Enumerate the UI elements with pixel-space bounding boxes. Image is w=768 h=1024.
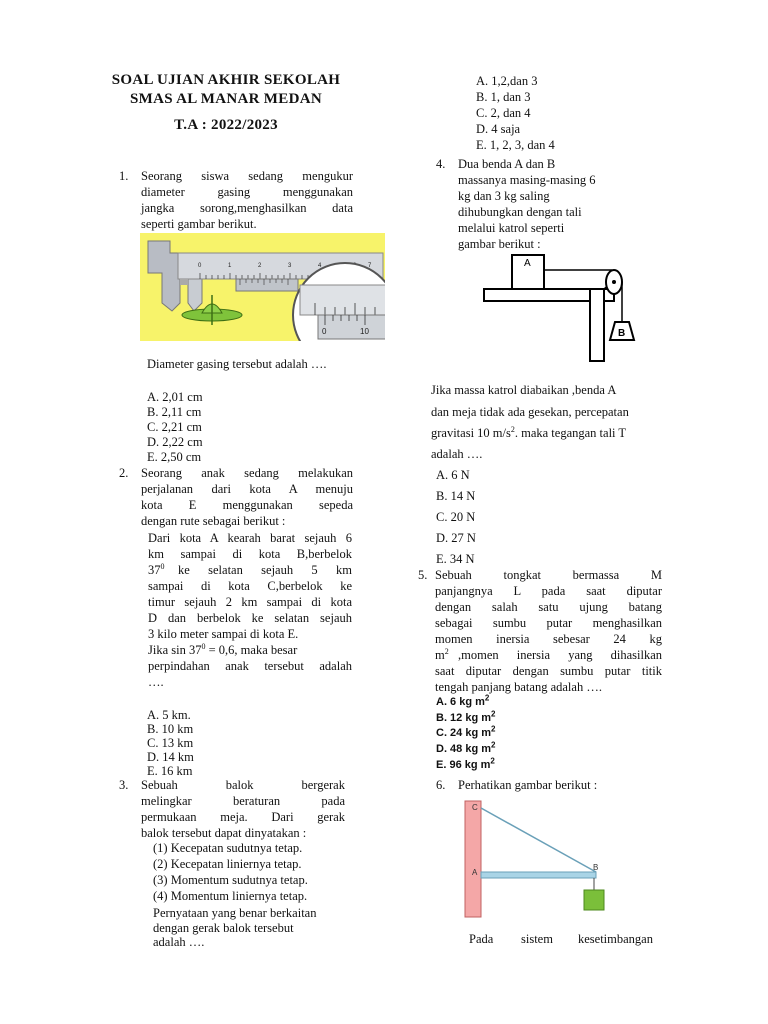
scale-tick-label: 3 <box>288 263 292 269</box>
question-text-line: Dua benda A dan B <box>458 157 556 171</box>
option-text: B. 12 kg m <box>436 712 492 724</box>
question-number: 3. <box>119 778 129 792</box>
question-text-line: jangka sorong,menghasilkan data <box>141 201 353 215</box>
question-body-line: Dari kota A kearah barat sejauh 6 <box>148 531 352 545</box>
unit-m: m <box>435 648 445 662</box>
question-text-line: dihubungkan dengan tali <box>458 205 582 219</box>
statement-item: (4) Momentum liniernya tetap. <box>153 889 308 903</box>
question-text-line: tengah panjang batang adalah …. <box>435 680 602 694</box>
question-tail-word: sistem <box>521 932 553 946</box>
question-body-line: ke selatan sejauh 5 km <box>178 563 352 577</box>
option-text: C. 24 kg m <box>436 727 492 739</box>
answer-option[interactable]: B. 1, dan 3 <box>476 90 531 104</box>
question-text-line: dengan salah satu ujung batang <box>435 600 662 614</box>
sin-angle: 37 <box>188 643 202 657</box>
option-text: D. 48 kg m <box>436 743 492 755</box>
gravity-text: gravitasi 10 m/s <box>431 426 511 440</box>
question-body-line: …. <box>148 675 164 689</box>
block-a-label: A <box>524 258 531 269</box>
angle-value: 37 <box>148 563 161 577</box>
answer-option[interactable]: B. 10 km <box>147 722 194 736</box>
scale-tick-label: 2 <box>258 263 262 269</box>
question-number: 2. <box>119 466 129 480</box>
question-text-line: kg dan 3 kg saling <box>458 189 550 203</box>
answer-option[interactable]: E. 34 N <box>436 552 475 566</box>
statement-item: (3) Momentum sudutnya tetap. <box>153 873 308 887</box>
answer-option[interactable]: A. 1,2,dan 3 <box>476 74 538 88</box>
answer-option[interactable]: C. 2,21 cm <box>147 420 202 434</box>
block-b-label: B <box>618 328 626 339</box>
question-text-line: sebagai sumbu putar menghasilkan <box>435 616 662 630</box>
answer-option[interactable]: B. 12 kg $m^2$ <box>436 709 496 724</box>
question-body-line: sampai di kota C,berbelok ke <box>148 579 352 593</box>
equilibrium-diagram <box>462 798 610 920</box>
answer-option[interactable]: A. 6 N <box>436 468 470 482</box>
question-text-line: Sebuah tongkat bermassa M <box>435 568 662 582</box>
answer-option[interactable]: D. 27 N <box>436 531 476 545</box>
school-name: SMAS AL MANAR MEDAN <box>130 91 322 107</box>
point-b-label: B <box>593 863 599 872</box>
sin-tail: maka besar <box>240 643 298 657</box>
question-tail-word: kesetimbangan <box>578 932 653 946</box>
question-text-line: gambar berikut : <box>458 237 541 251</box>
answer-option[interactable]: A. 5 km. <box>147 708 191 722</box>
question-tail-line: dengan gerak balok tersebut <box>153 921 294 935</box>
question-text-line: massanya masing-masing 6 <box>458 173 596 187</box>
exam-title: SOAL UJIAN AKHIR SEKOLAH <box>111 72 341 88</box>
scale-tick-label: 7 <box>368 263 372 269</box>
question-text-line: adalah …. <box>431 447 483 461</box>
question-text-line: seperti gambar berikut. <box>141 217 257 231</box>
point-c-label: C <box>472 803 478 812</box>
question-text-line: dengan rute sebagai berikut : <box>141 514 286 528</box>
statement-item: (1) Kecepatan sudutnya tetap. <box>153 841 303 855</box>
answer-option[interactable]: C. 20 N <box>436 510 476 524</box>
gravity-tail: . maka tegangan tali T <box>514 426 627 440</box>
question-text-line: kota E menggunakan sepeda <box>141 498 353 512</box>
option-text: E. 96 kg m <box>436 759 491 771</box>
statement-item: (2) Kecepatan liniernya tetap. <box>153 857 302 871</box>
question-text-line: Seorang siswa sedang mengukur <box>141 169 353 183</box>
answer-option[interactable]: E. 2,50 cm <box>147 450 202 464</box>
question-body-line: km sampai di kota B,berbelok <box>148 547 352 561</box>
answer-option[interactable]: D. 14 km <box>147 750 194 764</box>
pulley-diagram <box>480 252 650 364</box>
answer-option[interactable]: E. 96 kg $m^2$ <box>436 756 495 771</box>
question-text-line: gravitasi 10 $m/s^2$. maka tegangan tali T <box>431 424 627 440</box>
sin-expression: Jika $\sin 37^0 = 0,6$, maka besar <box>148 641 298 657</box>
question-text-line: diameter gasing menggunakan <box>141 185 353 199</box>
scale-tick-label: 0 <box>198 263 202 269</box>
option-text: A. 6 kg m <box>436 696 485 708</box>
question-body-line: timur sejauh 2 km sampai di kota <box>148 595 352 609</box>
answer-option[interactable]: A. 6 kg $m^2$ <box>436 693 490 708</box>
answer-option[interactable]: B. 14 N <box>436 489 476 503</box>
question-text-line: panjangnya L pada saat diputar <box>435 584 662 598</box>
question-tail-word: Pada <box>469 932 494 946</box>
question-body-line: D dan berbelok ke selatan sejauh <box>148 611 352 625</box>
question-body-line: 3 kilo meter sampai di kota E. <box>148 627 299 641</box>
question-text-line: melingkar beraturan pada <box>141 794 345 808</box>
sin-prefix: Jika sin <box>148 643 186 657</box>
answer-option[interactable]: D. 2,22 cm <box>147 435 203 449</box>
question-prompt: Diameter gasing tersebut adalah …. <box>147 357 327 371</box>
scale-tick-label: 1 <box>228 263 232 269</box>
question-text-line: ,momen inersia yang dihasilkan <box>458 648 662 662</box>
question-tail-line: adalah …. <box>153 935 205 949</box>
question-text-line: permukaan meja. Dari gerak <box>141 810 345 824</box>
answer-option[interactable]: C. 24 kg $m^2$ <box>436 724 496 739</box>
question-body-line: perpindahan anak tersebut adalah <box>148 659 352 673</box>
answer-option[interactable]: E. 1, 2, 3, dan 4 <box>476 138 555 152</box>
answer-option[interactable]: D. 48 kg $m^2$ <box>436 740 496 755</box>
question-text-line: saat diputar dengan sumbu putar titik <box>435 664 662 678</box>
question-number: 1. <box>119 169 129 183</box>
caliper-image <box>140 233 385 341</box>
question-text-line: perjalanan dari kota A menuju <box>141 482 353 496</box>
academic-year: T.A : 2022/2023 <box>174 117 278 133</box>
answer-option[interactable]: B. 2,11 cm <box>147 405 202 419</box>
angle-text: $37^0$ <box>148 561 165 577</box>
answer-option[interactable]: C. 2, dan 4 <box>476 106 531 120</box>
question-text-line: Jika massa katrol diabaikan ,benda A <box>431 383 617 397</box>
question-text-line: Sebuah balok bergerak <box>141 778 345 792</box>
answer-option[interactable]: C. 13 km <box>147 736 194 750</box>
sin-value: = 0,6, <box>208 643 238 657</box>
unit-m2: $m^2$ <box>435 646 449 662</box>
question-text-line: Perhatikan gambar berikut : <box>458 778 598 792</box>
answer-option[interactable]: A. 2,01 cm <box>147 390 203 404</box>
question-number: 6. <box>436 778 446 792</box>
answer-option[interactable]: D. 4 saja <box>476 122 521 136</box>
question-number: 4. <box>436 157 446 171</box>
point-a-label: A <box>472 868 478 877</box>
question-text-line: momen inersia sebesar 24 kg <box>435 632 662 646</box>
question-text-line: balok tersebut dapat dinyatakan : <box>141 826 307 840</box>
question-text-line: melalui katrol seperti <box>458 221 565 235</box>
zoom-scale-label: 0 <box>322 327 327 336</box>
answer-option[interactable]: E. 16 km <box>147 764 193 778</box>
question-tail-line: Pernyataan yang benar berkaitan <box>153 906 317 920</box>
zoom-scale-label: 10 <box>360 327 369 336</box>
question-text-line: Seorang anak sedang melakukan <box>141 466 353 480</box>
scale-tick-label: 4 <box>318 263 322 269</box>
question-text-line: dan meja tidak ada gesekan, percepatan <box>431 405 629 419</box>
question-number: 5. <box>418 568 428 582</box>
